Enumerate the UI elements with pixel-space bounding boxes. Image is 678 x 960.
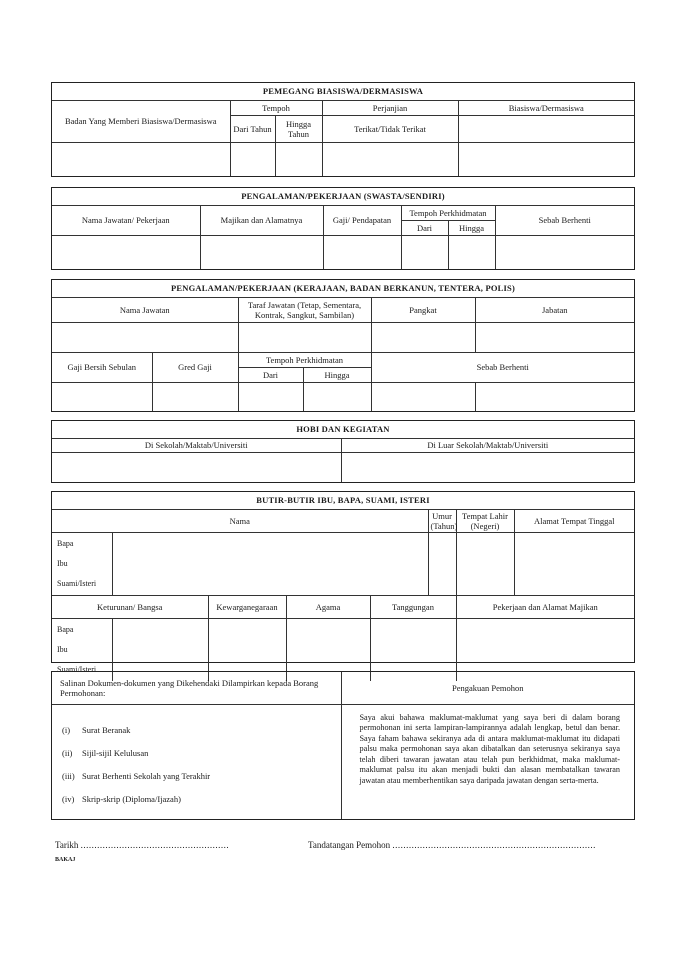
reason-field-b[interactable]: [475, 383, 634, 412]
birthplace-field[interactable]: [456, 533, 514, 596]
col-from: Dari: [238, 368, 303, 383]
col-reason: Sebab Berhenti: [495, 206, 634, 236]
declaration-text: Saya akui bahawa maklumat-maklumat yang saya beri di dalam borang permohonan ini serta lampiran-lampirannya adalah lengkap, betul dan benar. Saya faham bahawa sekiranya ada di antara maklumat-maklumat itu didapati palsu maka permohonan saya akan dibatalkan dan seterusnya sekiranya saya telah diberi tawaran jawatan atau telah pun berkhidmat, maka maklumat-maklumat palsu itu akan menjadi bukti dan alasan membatalkan tawaran jawatan atau memberhentikan saya daripada jawatan dengan serta-merta.: [341, 704, 634, 819]
in-school-field[interactable]: [52, 453, 341, 483]
form-code: BAKAJ: [55, 857, 76, 863]
documents-heading: Salinan Dokumen-dokumen yang Dikehendaki Dilampirkan kepada Borang Permohonan:: [52, 672, 341, 704]
relations-labels: [52, 533, 112, 596]
col-agreement: Perjanjian: [322, 101, 458, 116]
to-field[interactable]: [448, 236, 495, 270]
col-to: Hingga: [448, 221, 495, 236]
col-position-name: Nama Jawatan: [52, 298, 238, 323]
documents-list: [52, 704, 341, 819]
agreement-sub: Terikat/Tidak Terikat: [322, 116, 458, 143]
reason-field[interactable]: [495, 236, 634, 270]
department-field[interactable]: [475, 323, 634, 353]
col-salary: Gaji/ Pendapatan: [323, 206, 401, 236]
position-name-field[interactable]: [52, 323, 238, 353]
col-job-employer: Pekerjaan dan Alamat Majikan: [456, 596, 634, 619]
relation-spouse: Suami/Isteri: [57, 665, 97, 675]
reason-field-a[interactable]: [371, 383, 475, 412]
address-field[interactable]: [514, 533, 634, 596]
scholarship-blank: [458, 116, 634, 143]
age-field[interactable]: [428, 533, 456, 596]
col-scholarship: Biasiswa/Dermasiswa: [458, 101, 634, 116]
from-year-field[interactable]: [230, 143, 275, 177]
document-item: (iii) Surat Berhenti Sekolah yang Terakhir: [62, 770, 211, 781]
name-field[interactable]: [112, 533, 428, 596]
col-department: Jabatan: [475, 298, 634, 323]
scholarship-field[interactable]: [458, 143, 634, 177]
declaration-heading: Pengakuan Pemohon: [341, 672, 634, 704]
document-item: (iv) Skrip-skrip (Diploma/Ijazah): [62, 794, 181, 805]
col-grade: Gred Gaji: [152, 353, 238, 383]
col-address: Alamat Tempat Tinggal: [514, 510, 634, 533]
col-reason: Sebab Berhenti: [371, 353, 634, 383]
relation-father: Bapa: [57, 539, 74, 549]
col-rank: Pangkat: [371, 298, 475, 323]
hobbies-title: HOBI DAN KEGIATAN: [52, 421, 634, 439]
col-dependents: Tanggungan: [370, 596, 456, 619]
family-title: BUTIR-BUTIR IBU, BAPA, SUAMI, ISTERI: [52, 492, 634, 510]
date-line[interactable]: [55, 840, 229, 850]
col-service-period: Tempoh Perkhidmatan: [238, 353, 371, 368]
signature-line[interactable]: [308, 840, 596, 850]
salary-field[interactable]: [323, 236, 401, 270]
col-age: Umur (Tahun): [428, 510, 456, 533]
from-field[interactable]: [238, 383, 303, 412]
employer-field[interactable]: [200, 236, 323, 270]
col-out-school: Di Luar Sekolah/Maktab/Universiti: [341, 439, 634, 453]
net-salary-field[interactable]: [52, 383, 152, 412]
to-year-field[interactable]: [275, 143, 322, 177]
relation-mother: Ibu: [57, 559, 68, 569]
from-field[interactable]: [401, 236, 448, 270]
position-status-field[interactable]: [238, 323, 371, 353]
col-employer: Majikan dan Alamatnya: [200, 206, 323, 236]
provider-field[interactable]: [52, 143, 230, 177]
col-period: Tempoh: [230, 101, 322, 116]
col-to: Hingga: [303, 368, 371, 383]
position-field[interactable]: [52, 236, 200, 270]
col-from: Dari: [401, 221, 448, 236]
col-position-status: Taraf Jawatan (Tetap, Sementara, Kontrak, Sangkut, Sambilan): [238, 298, 371, 323]
col-to-year: Hingga Tahun: [275, 116, 322, 143]
relation-spouse: Suami/Isteri: [57, 579, 97, 589]
hobbies-section: [51, 420, 635, 483]
col-in-school: Di Sekolah/Maktab/Universiti: [52, 439, 341, 453]
document-item: (i) Surat Beranak: [62, 724, 131, 735]
col-from-year: Dari Tahun: [230, 116, 275, 143]
date-label: Tarikh: [55, 840, 79, 850]
col-position: Nama Jawatan/ Pekerjaan: [52, 206, 200, 236]
family-section: [51, 491, 635, 675]
date-field[interactable]: ......................................................: [80, 840, 230, 850]
col-service-period: Tempoh Perkhidmatan: [401, 206, 495, 221]
col-name: Nama: [52, 510, 428, 533]
document-item: (ii) Sijil-sijil Kelulusan: [62, 747, 149, 758]
out-school-field[interactable]: [341, 453, 634, 483]
col-citizenship: Kewarganegaraan: [208, 596, 286, 619]
col-birthplace: Tempat Lahir (Negeri): [456, 510, 514, 533]
grade-field[interactable]: [152, 383, 238, 412]
private-experience-title: PENGALAMAN/PEKERJAAN (SWASTA/SENDIRI): [52, 188, 634, 206]
scholarship-section: [51, 82, 635, 177]
gov-experience-section: [51, 279, 635, 412]
signature-label: Tandatangan Pemohon: [308, 840, 391, 850]
col-provider: Badan Yang Memberi Biasiswa/Dermasiswa: [52, 101, 230, 143]
signature-field[interactable]: ..........................................................................: [392, 840, 596, 850]
private-experience-section: [51, 187, 635, 270]
rank-field[interactable]: [371, 323, 475, 353]
documents-declaration-section: [51, 671, 635, 820]
gov-experience-title: PENGALAMAN/PEKERJAAN (KERAJAAN, BADAN BERKANUN, TENTERA, POLIS): [52, 280, 634, 298]
col-religion: Agama: [286, 596, 370, 619]
agreement-field[interactable]: [322, 143, 458, 177]
col-race: Keturunan/ Bangsa: [52, 596, 208, 619]
to-field[interactable]: [303, 383, 371, 412]
scholarship-title: PEMEGANG BIASISWA/DERMASISWA: [52, 83, 634, 101]
relation-father: Bapa: [57, 625, 74, 635]
relation-mother: Ibu: [57, 645, 68, 655]
col-net-salary: Gaji Bersih Sebulan: [52, 353, 152, 383]
